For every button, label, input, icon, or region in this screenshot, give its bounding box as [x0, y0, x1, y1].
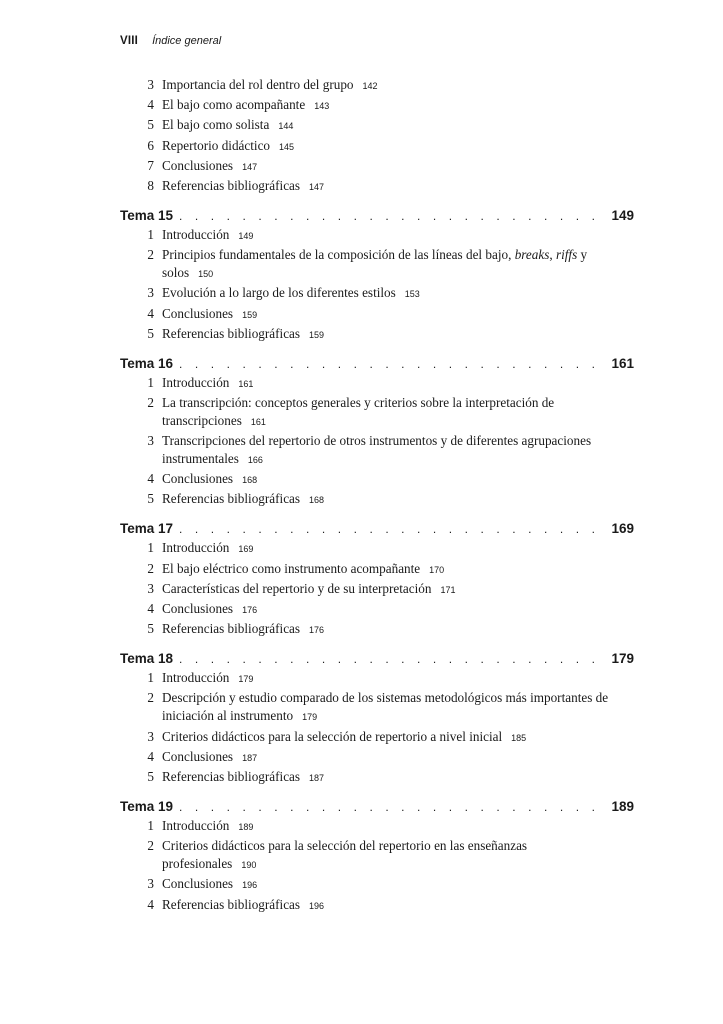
- entry-title: Conclusiones 196: [162, 876, 258, 892]
- leader-dots: [179, 650, 605, 668]
- entry-title: Repertorio didáctico 145: [162, 137, 295, 153]
- toc-entry[interactable]: [120, 600, 634, 619]
- entry-number: 3: [147, 285, 154, 301]
- entry-number: 5: [147, 491, 154, 507]
- toc-entry[interactable]: [120, 817, 634, 836]
- entry-title: Características del repertorio y de su interpretación 171: [162, 580, 456, 596]
- entry-page-number: 168: [309, 495, 325, 506]
- entry-title: Introducción 189: [162, 817, 254, 833]
- entry-page-number: 179: [238, 674, 254, 685]
- entry-number: 1: [147, 226, 154, 242]
- toc-entry[interactable]: [120, 669, 634, 688]
- toc-entry[interactable]: [120, 96, 634, 115]
- entry-number: 2: [147, 838, 154, 854]
- toc-entry[interactable]: [120, 177, 634, 196]
- leader-dots: [179, 520, 605, 538]
- entry-page-number: 187: [242, 752, 258, 763]
- entry-title: Principios fundamentales de la composición de las líneas del bajo, breaks, riffs y solos 150: [162, 247, 588, 281]
- tema-label: Tema 18: [120, 651, 174, 667]
- tema-heading[interactable]: [120, 355, 634, 373]
- entry-number: 5: [147, 325, 154, 341]
- entry-title: El bajo como acompañante 143: [162, 97, 330, 113]
- entry-title: Introducción 179: [162, 670, 254, 686]
- entry-page-number: 168: [242, 475, 258, 486]
- entry-title: Criterios didácticos para la selección de repertorio a nivel inicial 185: [162, 728, 527, 744]
- entry-page-number: 185: [511, 732, 527, 743]
- toc-entry[interactable]: [120, 116, 634, 135]
- tema-label: Tema 17: [120, 521, 174, 537]
- toc-entry[interactable]: [120, 157, 634, 176]
- toc-entry[interactable]: [120, 837, 634, 874]
- entry-title: Importancia del rol dentro del grupo 142: [162, 77, 378, 92]
- toc-entry[interactable]: [120, 76, 634, 95]
- entry-title: Referencias bibliográficas 196: [162, 896, 325, 912]
- entry-number: 4: [147, 896, 154, 912]
- entry-number: 1: [147, 817, 154, 833]
- entry-page-number: 189: [238, 821, 254, 832]
- entry-page-number: 153: [404, 289, 420, 300]
- entry-title: Referencias bibliográficas 168: [162, 491, 325, 507]
- entry-title: Descripción y estudio comparado de los sistemas metodológicos más importantes de iniciación al instrumento 179: [162, 690, 609, 724]
- entry-number: 4: [147, 748, 154, 764]
- entry-page-number: 147: [309, 181, 325, 192]
- entry-title: Introducción 169: [162, 540, 254, 556]
- entry-number: 1: [147, 540, 154, 556]
- toc-entry[interactable]: [120, 246, 634, 283]
- entry-page-number: 142: [362, 81, 378, 91]
- entry-number: 1: [147, 670, 154, 686]
- entry-number: 8: [147, 177, 154, 193]
- entry-number: 5: [147, 117, 154, 133]
- entry-number: 3: [147, 77, 154, 92]
- toc-entry[interactable]: [120, 539, 634, 558]
- entry-page-number: 196: [242, 880, 258, 891]
- toc-entry[interactable]: [120, 137, 634, 156]
- entry-number: 3: [147, 433, 154, 449]
- toc-entry[interactable]: [120, 325, 634, 344]
- toc-entry[interactable]: [120, 748, 634, 767]
- toc-entry[interactable]: [120, 620, 634, 639]
- entry-page-number: 179: [302, 712, 318, 723]
- tema-page-number: 189: [611, 798, 634, 814]
- tema-heading[interactable]: [120, 798, 634, 816]
- tema-heading[interactable]: [120, 650, 634, 668]
- toc-entry[interactable]: [120, 560, 634, 579]
- tema-label: Tema 16: [120, 355, 174, 371]
- entry-title: La transcripción: conceptos generales y criterios sobre la interpretación de transcripciones 161: [162, 394, 555, 428]
- entry-page-number: 169: [238, 544, 254, 555]
- entry-title: Criterios didácticos para la selección del repertorio en las enseñanzas profesionales 190: [162, 838, 528, 872]
- toc-entry[interactable]: [120, 305, 634, 324]
- entry-page-number: 196: [309, 900, 325, 911]
- toc-entry[interactable]: [120, 896, 634, 915]
- entry-title: Conclusiones 176: [162, 601, 258, 616]
- entry-number: 4: [147, 601, 154, 616]
- entry-page-number: 161: [238, 378, 254, 389]
- entry-page-number: 187: [309, 772, 325, 783]
- entry-title: Transcripciones del repertorio de otros instrumentos y de diferentes agrupaciones instrumentales 166: [162, 433, 592, 467]
- entry-number: 5: [147, 768, 154, 784]
- entry-page-number: 149: [238, 230, 254, 241]
- entry-page-number: 150: [198, 269, 214, 280]
- toc-entry[interactable]: [120, 226, 634, 245]
- entry-title: Referencias bibliográficas 147: [162, 177, 325, 193]
- entry-number: 2: [147, 690, 154, 706]
- entry-number: 4: [147, 97, 154, 113]
- entry-page-number: 147: [242, 161, 258, 172]
- entry-page-number: 190: [241, 860, 257, 871]
- toc-entry[interactable]: [120, 728, 634, 747]
- toc-entry[interactable]: [120, 284, 634, 303]
- entry-title: Introducción 161: [162, 374, 254, 390]
- leader-dots: [179, 207, 605, 225]
- entry-title: El bajo como solista 144: [162, 117, 294, 133]
- entry-number: 3: [147, 728, 154, 744]
- entry-page-number: 159: [242, 309, 258, 320]
- running-head-title: Índice general: [152, 35, 222, 47]
- entry-title: Referencias bibliográficas 176: [162, 621, 325, 637]
- entry-title: Conclusiones 159: [162, 305, 258, 321]
- entry-page-number: 161: [250, 416, 266, 427]
- entry-page-number: 143: [314, 101, 330, 112]
- entry-title: Referencias bibliográficas 187: [162, 768, 325, 784]
- entry-title: Introducción 149: [162, 226, 254, 242]
- leader-dots: [179, 798, 605, 816]
- running-head: [120, 35, 221, 47]
- entry-title: Conclusiones 147: [162, 157, 258, 173]
- toc-entry[interactable]: [120, 432, 634, 469]
- entry-number: 2: [147, 394, 154, 410]
- tema-label: Tema 15: [120, 207, 174, 223]
- toc-entry[interactable]: [120, 374, 634, 393]
- entry-number: 3: [147, 876, 154, 892]
- entry-number: 4: [147, 305, 154, 321]
- entry-page-number: 170: [429, 564, 445, 575]
- tema-page-number: 169: [611, 521, 634, 537]
- tema-heading[interactable]: [120, 520, 634, 538]
- toc-entry[interactable]: [120, 689, 634, 726]
- entry-number: 2: [147, 560, 154, 576]
- entry-number: 4: [147, 471, 154, 487]
- entry-page-number: 176: [242, 605, 258, 615]
- toc-entry[interactable]: [120, 768, 634, 787]
- tema-page-number: 149: [611, 207, 634, 223]
- entry-number: 3: [147, 580, 154, 596]
- entry-title: El bajo eléctrico como instrumento acompañante 170: [162, 560, 445, 576]
- entry-page-number: 176: [309, 625, 325, 636]
- entry-page-number: 166: [247, 455, 263, 466]
- toc-entry[interactable]: [120, 875, 634, 894]
- tema-heading[interactable]: [120, 207, 634, 225]
- entry-page-number: 144: [278, 121, 294, 132]
- tema-page-number: 179: [611, 651, 634, 667]
- entry-page-number: 145: [279, 141, 295, 152]
- entry-title: Evolución a lo largo de los diferentes estilos 153: [162, 285, 420, 301]
- entry-page-number: 171: [440, 584, 456, 595]
- toc-entry[interactable]: [120, 394, 634, 431]
- entry-number: 6: [147, 137, 154, 153]
- table-of-contents: [120, 76, 634, 916]
- toc-entry[interactable]: [120, 580, 634, 599]
- entry-page-number: 159: [309, 329, 325, 340]
- entry-number: 2: [147, 247, 154, 263]
- tema-page-number: 161: [611, 355, 634, 371]
- leader-dots: [179, 355, 605, 373]
- page-number: VIII: [120, 35, 139, 47]
- entry-number: 1: [147, 374, 154, 390]
- tema-label: Tema 19: [120, 798, 174, 814]
- entry-title: Conclusiones 168: [162, 471, 258, 487]
- entry-title: Conclusiones 187: [162, 748, 258, 764]
- toc-entry[interactable]: [120, 490, 634, 509]
- entry-title: Referencias bibliográficas 159: [162, 325, 325, 341]
- entry-number: 5: [147, 621, 154, 637]
- entry-number: 7: [147, 157, 154, 173]
- toc-entry[interactable]: [120, 470, 634, 489]
